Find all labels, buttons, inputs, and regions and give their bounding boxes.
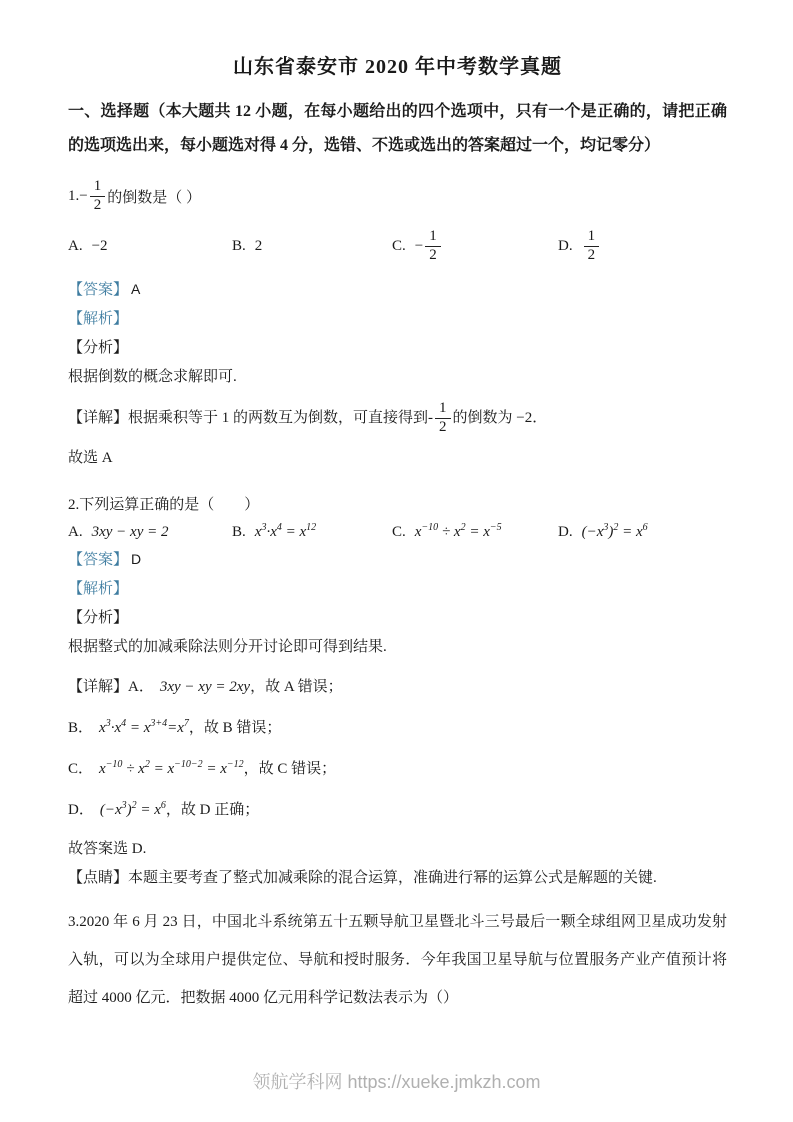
dianjing-label: 【点睛】 (68, 870, 129, 886)
xiangjie-label: 【详解】 (68, 409, 129, 426)
fenxi-label: 【分析】 (68, 610, 129, 626)
q1-fenxi-line (68, 338, 727, 359)
q2-conclusion: 故答案选 D. (68, 841, 147, 857)
q1-options (68, 221, 727, 271)
xiangjie-label: 【详解】 (68, 679, 129, 695)
q2-answer-line (68, 549, 727, 571)
detail-option-letter: C． (68, 761, 94, 777)
detail-verdict: ，故 C 错误； (243, 761, 337, 777)
footer-watermark (0, 1068, 793, 1094)
q1-number: 1. (68, 187, 80, 204)
q1-minus-sign: − (79, 187, 88, 204)
q2-detail-b (68, 716, 727, 740)
q1-option-a (68, 238, 232, 255)
q3-stem: 3.2020 年 6 月 23 日，中国北斗系统第五十五颗导航卫星暨北斗三号最后一颗全球组网卫星成功发射入轨，可以为全球用户提供定位、导航和授时服务．今年我国卫星导航与位置服务产业产值预计将超过 4000 亿元．把数据 4000 亿元用科学记数法表示为（） (68, 914, 727, 1006)
fraction-denominator: 2 (93, 196, 102, 213)
q1-conclusion: 故选 A (68, 450, 113, 466)
q1-jiexi-line (68, 309, 727, 330)
q2-options (68, 524, 727, 541)
q2-jiexi-line (68, 579, 727, 600)
answer-label: 【答案】 (68, 552, 129, 568)
q2-option-a (68, 524, 232, 541)
footer-site-link: 领航学科网 https://xueke.jmkzh.com (252, 1072, 541, 1092)
detail-formula: $(-x^3)^2 = x^6$ (99, 800, 166, 818)
section-header: 一、选择题（本大题共 12 小题，在每小题给出的四个选项中，只有一个是正确的，请把正确的选项选出来，每小题选对得 4 分，选错、不选或选出的答案超过一个，均记零分） (68, 103, 727, 154)
detail-option-letter: A． (128, 679, 154, 695)
detail-option-letter: D． (68, 802, 94, 818)
q1-answer-value: A (131, 281, 141, 297)
q1-xiangjie-fraction (435, 400, 451, 436)
detail-formula: 3xy − xy = 2xy (159, 679, 251, 695)
option-label: A. (68, 237, 83, 254)
fenxi-label: 【分析】 (68, 340, 129, 356)
q2-dianjing-line (68, 868, 727, 889)
option-formula: $(-x^3)^2 = x^6$ (581, 522, 648, 540)
detail-verdict: ，故 A 错误； (250, 679, 343, 695)
option-fraction (584, 228, 600, 264)
q2-detail-a (68, 675, 727, 699)
jiexi-label: 【解析】 (68, 311, 129, 327)
q2-fenxi-line (68, 608, 727, 629)
q2-fenxi-text: 根据整式的加减乘除法则分开讨论即可得到结果. (68, 639, 387, 655)
answer-label: 【答案】 (68, 282, 129, 298)
option-label: D. (558, 237, 573, 254)
option-value: −2 (91, 237, 108, 254)
q2-answer-value: D (131, 551, 142, 567)
q1-fenxi-text: 根据倒数的概念求解即可. (68, 369, 237, 385)
q1-xiangjie-text-post: 的倒数为 −2． (452, 409, 548, 426)
q2-detail-d (68, 798, 727, 822)
option-label: C. (392, 524, 406, 540)
q1-answer-line (68, 279, 727, 301)
q2-option-d (558, 524, 727, 541)
q1-stem-fraction (90, 178, 106, 214)
fraction-numerator: 1 (584, 228, 600, 246)
fraction-numerator: 1 (90, 178, 106, 196)
option-label: C. (392, 237, 406, 254)
q2-option-c (392, 524, 558, 541)
q2-option-b (232, 524, 392, 541)
option-minus-sign: − (414, 237, 424, 254)
q2-detail-c (68, 757, 727, 781)
jiexi-label: 【解析】 (68, 581, 129, 597)
option-label: D. (558, 524, 573, 540)
option-formula: $x^3\cdot x^4 = x^{12}$ (254, 522, 317, 540)
detail-verdict: ，故 B 错误； (188, 720, 282, 736)
q2-stem: 2.下列运算正确的是（ ） (68, 497, 260, 513)
option-label: B. (232, 524, 246, 540)
option-label: B. (232, 237, 246, 254)
option-fraction (425, 228, 441, 264)
q1-option-c (392, 228, 558, 264)
q1-xiangjie-line (68, 396, 727, 440)
detail-formula: $x^3\cdot x^4 = x^{3+4}=x^7$ (99, 718, 189, 736)
detail-option-letter: B． (68, 720, 94, 736)
option-value: 2 (254, 237, 263, 254)
option-label: A. (68, 524, 83, 540)
option-formula: $x^{-10} \div x^2 = x^{-5}$ (414, 522, 502, 540)
fraction-numerator: 1 (425, 228, 441, 246)
detail-formula: $x^{-10} \div x^2 = x^{-10-2} = x^{-12}$ (99, 759, 244, 777)
q2-dianjing-text: 本题主要考查了整式加减乘除的混合运算，准确进行幂的运算公式是解题的关键. (128, 870, 657, 886)
option-formula: 3xy − xy = 2 (91, 524, 169, 540)
page-title: 山东省泰安市 2020 年中考数学真题 (233, 56, 562, 78)
fraction-denominator: 2 (429, 246, 437, 263)
q1-xiangjie-text-pre: 根据乘积等于 1 的两数互为倒数，可直接得到- (128, 409, 434, 426)
detail-verdict: ，故 D 正确； (165, 802, 260, 818)
q1-option-b (232, 238, 392, 255)
fraction-denominator: 2 (439, 418, 447, 435)
q1-stem (68, 173, 727, 219)
q1-stem-text: 的倒数是（ ） (107, 189, 201, 206)
fraction-numerator: 1 (435, 400, 451, 418)
q1-option-d (558, 228, 727, 264)
fraction-denominator: 2 (587, 246, 596, 263)
